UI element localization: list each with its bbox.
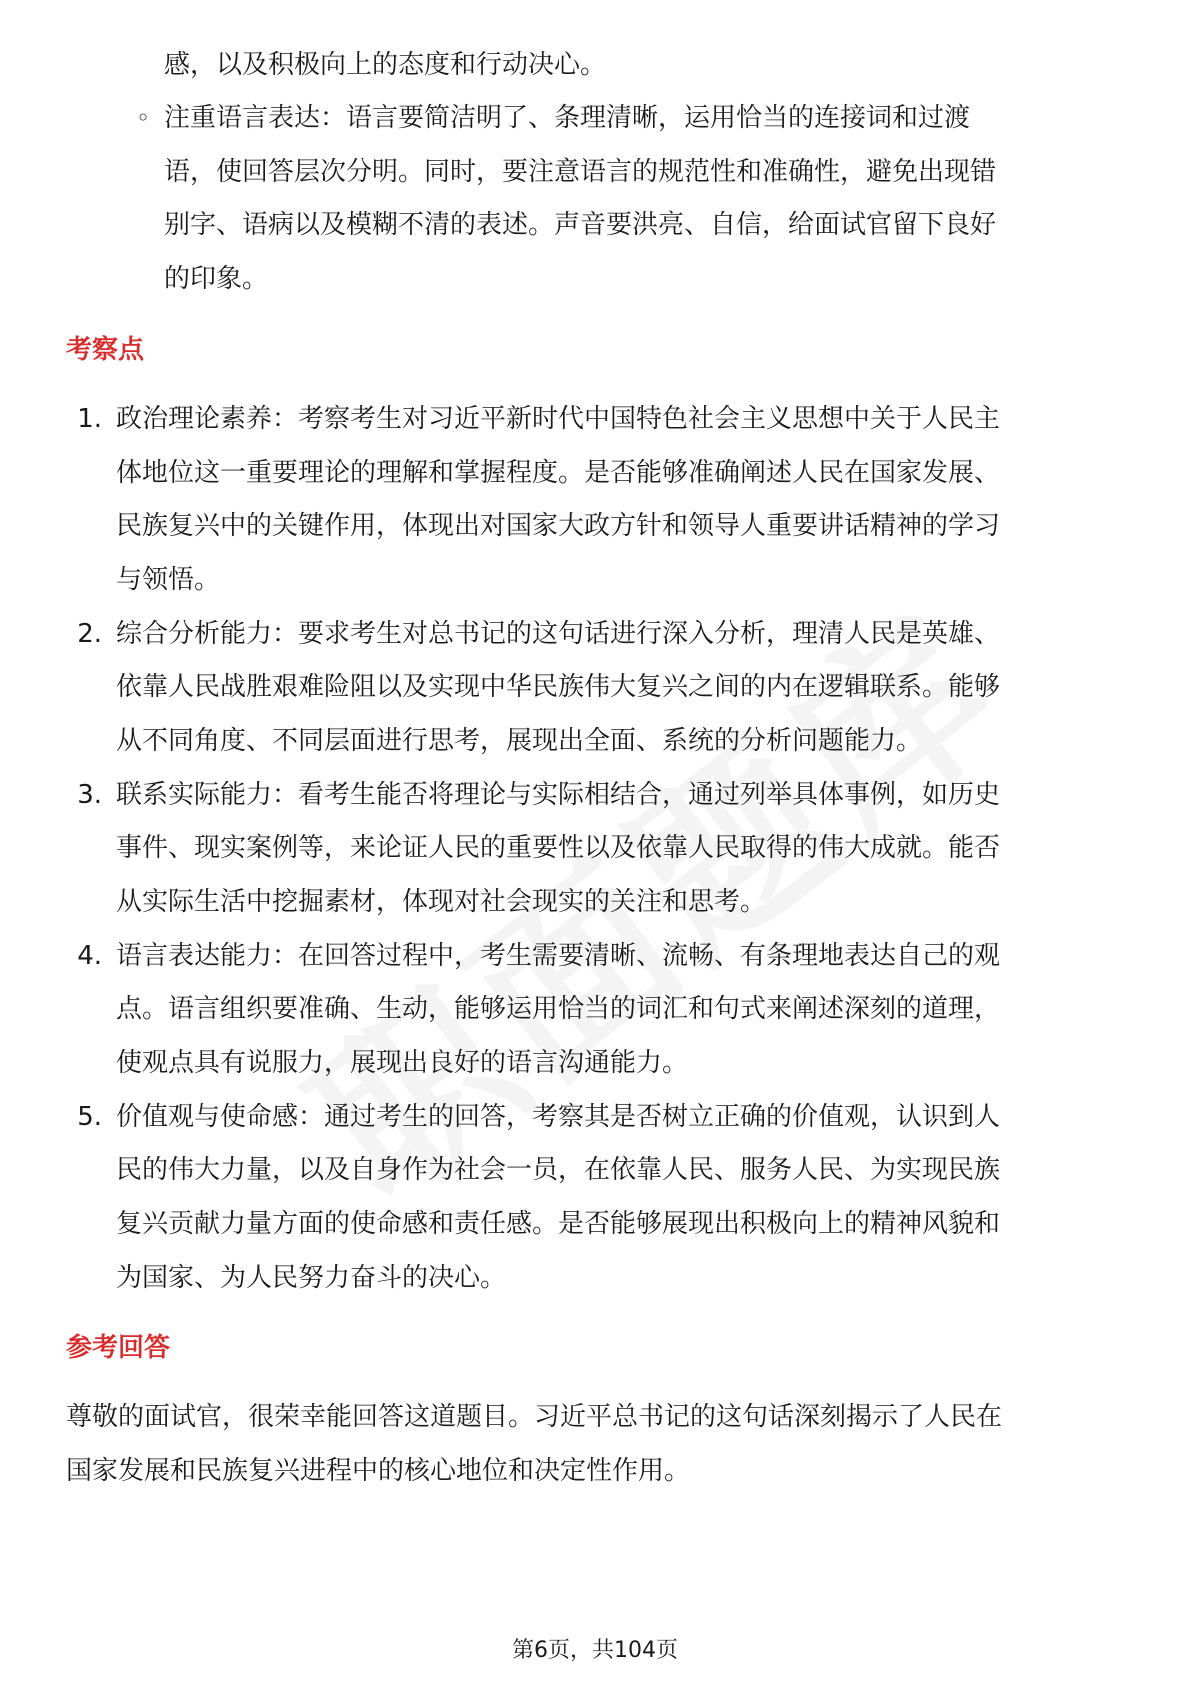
list-item-number: 5. bbox=[77, 1102, 102, 1132]
list-item-line: 使观点具有说服力，展现出良好的语言沟通能力。 bbox=[116, 1048, 689, 1078]
list-item-line: 点。语言组织要准确、生动，能够运用恰当的词汇和句式来阐述深刻的道理， bbox=[116, 994, 1001, 1024]
bullet-line: 注重语言表达：语言要简洁明了、条理清晰，运用恰当的连接词和过渡 bbox=[164, 103, 971, 133]
bullet-continuation-text: 感，以及积极向上的态度和行动决心。 bbox=[164, 50, 607, 80]
list-item-line: 为国家、为人民努力奋斗的决心。 bbox=[116, 1263, 507, 1293]
list-item-line: 体地位这一重要理论的理解和掌握程度。是否能够准确阐述人民在国家发展、 bbox=[116, 458, 1001, 488]
list-item-line: 综合分析能力：要求考生对总书记的这句话进行深入分析，理清人民是英雄、 bbox=[116, 619, 1001, 649]
bullet-line: 别字、语病以及模糊不清的表述。声音要洪亮、自信，给面试官留下良好 bbox=[164, 210, 997, 240]
list-item-line: 语言表达能力：在回答过程中，考生需要清晰、流畅、有条理地表达自己的观 bbox=[116, 941, 1001, 971]
list-item-number: 3. bbox=[77, 780, 102, 810]
list-item-line: 从实际生活中挖掘素材，体现对社会现实的关注和思考。 bbox=[116, 887, 767, 917]
list-item-number: 1. bbox=[77, 404, 102, 434]
list-item-line: 民的伟大力量，以及自身作为社会一员，在依靠人民、服务人民、为实现民族 bbox=[116, 1155, 1001, 1185]
paragraph-line: 尊敬的面试官，很荣幸能回答这道题目。习近平总书记的这句话深刻揭示了人民在 bbox=[66, 1402, 1003, 1432]
bullet-marker-icon: ◦ bbox=[136, 104, 151, 132]
section-heading-reference-answer: 参考回答 bbox=[66, 1333, 171, 1363]
list-item-line: 政治理论素养：考察考生对习近平新时代中国特色社会主义思想中关于人民主 bbox=[116, 404, 1001, 434]
list-item-line: 从不同角度、不同层面进行思考，展现出全面、系统的分析问题能力。 bbox=[116, 726, 923, 756]
list-item-line: 事件、现实案例等，来论证人民的重要性以及依靠人民取得的伟大成就。能否 bbox=[116, 833, 1001, 863]
list-item-line: 复兴贡献力量方面的使命感和责任感。是否能够展现出积极向上的精神风貌和 bbox=[116, 1209, 1001, 1239]
list-item-number: 2. bbox=[77, 619, 102, 649]
list-item-line: 民族复兴中的关键作用，体现出对国家大政方针和领导人重要讲话精神的学习 bbox=[116, 511, 1001, 541]
list-item-number: 4. bbox=[77, 941, 102, 971]
paragraph-line: 国家发展和民族复兴进程中的核心地位和决定性作用。 bbox=[66, 1456, 691, 1486]
section-heading-examination-points: 考察点 bbox=[66, 335, 145, 365]
bullet-line: 的印象。 bbox=[164, 264, 269, 294]
list-item-line: 依靠人民战胜艰难险阻以及实现中华民族伟大复兴之间的内在逻辑联系。能够 bbox=[116, 672, 1001, 702]
list-item-line: 联系实际能力：看考生能否将理论与实际相结合，通过列举具体事例，如历史 bbox=[116, 780, 1001, 810]
page-number: 第6页，共104页 bbox=[512, 1638, 678, 1663]
bullet-line: 语，使回答层次分明。同时，要注意语言的规范性和准确性，避免出现错 bbox=[164, 157, 997, 187]
list-item-line: 价值观与使命感：通过考生的回答，考察其是否树立正确的价值观，认识到人 bbox=[116, 1102, 1001, 1132]
list-item-line: 与领悟。 bbox=[116, 565, 221, 595]
